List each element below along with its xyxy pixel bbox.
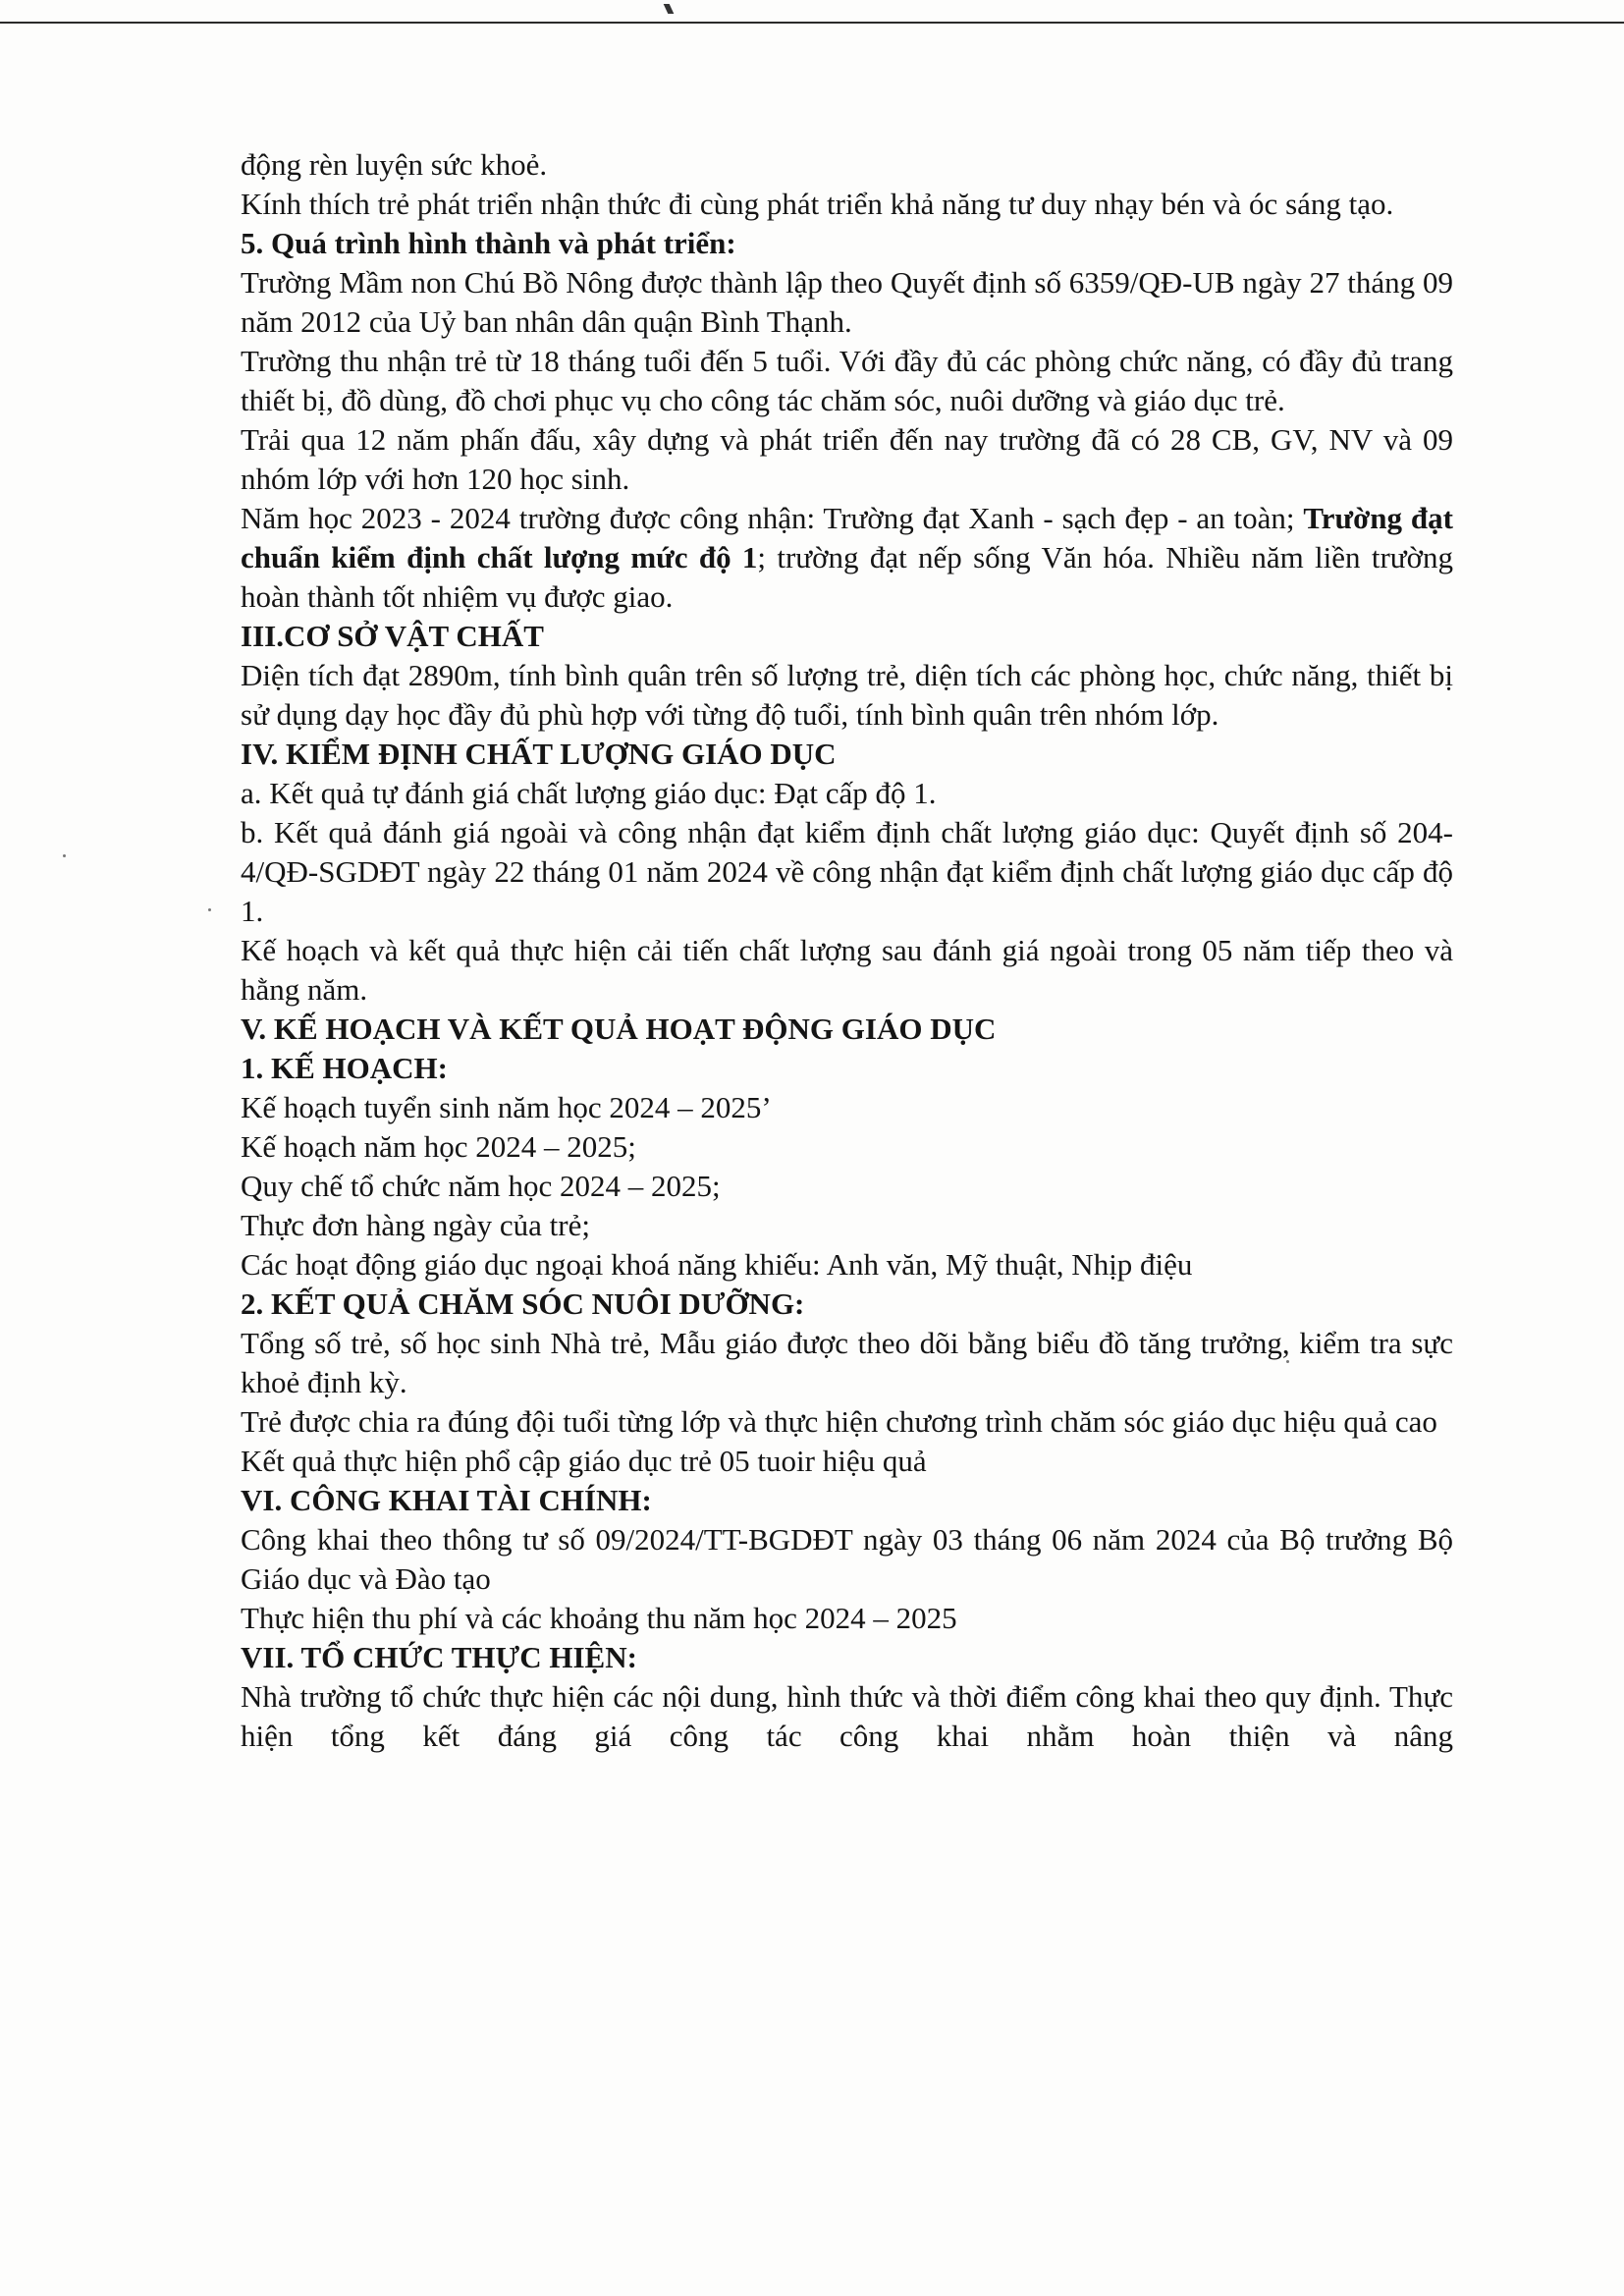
paragraph: Thực hiện thu phí và các khoảng thu năm học 2024 – 2025 <box>241 1601 957 1635</box>
section-heading: 5. Quá trình hình thành và phát triển: <box>241 226 736 260</box>
subsection-heading: 1. KẾ HOẠCH: <box>241 1051 448 1085</box>
scan-speck <box>208 908 211 911</box>
paragraph: động rèn luyện sức khoẻ. <box>241 147 548 182</box>
paragraph: Trường Mầm non Chú Bồ Nông được thành lập theo Quyết định số 6359/QĐ-UB ngày 27 tháng 09 năm 2012 của Uỷ ban nhân dân quận Bình Thạnh. <box>241 265 1453 339</box>
scan-top-border <box>0 22 1624 24</box>
text-span: Năm học 2023 - 2024 trường được công nhận: Trường đạt Xanh - sạch đẹp - an toàn; <box>241 501 1304 535</box>
paragraph: b. Kết quả đánh giá ngoài và công nhận đạt kiểm định chất lượng giáo dục: Quyết định số 204-4/QĐ-SGDĐT ngày 22 tháng 01 năm 2024 về công nhận đạt kiểm định chất lượng giáo dục cấp độ 1. <box>241 815 1453 928</box>
text-span: ; trường đạt nếp sống Văn hóa. Nhiều năm liền trường hoàn thành tốt nhiệm vụ được giao. <box>241 540 1453 614</box>
paragraph: Tổng số trẻ, số học sinh Nhà trẻ, Mẫu giáo được theo dõi bằng biểu đồ tăng trưởng, kiểm tra sực khoẻ định kỳ. <box>241 1326 1453 1399</box>
section-heading: V. KẾ HOẠCH VÀ KẾT QUẢ HOẠT ĐỘNG GIÁO DỤC <box>241 1011 997 1046</box>
paragraph: a. Kết quả tự đánh giá chất lượng giáo dục: Đạt cấp độ 1. <box>241 776 937 810</box>
paragraph: Kế hoạch và kết quả thực hiện cải tiến chất lượng sau đánh giá ngoài trong 05 năm tiếp theo và hằng năm. <box>241 933 1453 1007</box>
list-item: Các hoạt động giáo dục ngoại khoá năng khiếu: Anh văn, Mỹ thuật, Nhịp điệu <box>241 1247 1193 1282</box>
section-heading: VI. CÔNG KHAI TÀI CHÍNH: <box>241 1483 652 1517</box>
section-heading: III.CƠ SỞ VẬT CHẤT <box>241 619 544 653</box>
bold-text: Trường đạt chuẩn kiểm định chất lượng mức độ 1 <box>241 501 1453 574</box>
list-item: Quy chế tổ chức năm học 2024 – 2025; <box>241 1169 721 1203</box>
subsection-heading: 2. KẾT QUẢ CHĂM SÓC NUÔI DƯỠNG: <box>241 1286 805 1321</box>
document-body <box>241 145 1453 1756</box>
list-item: Kế hoạch năm học 2024 – 2025; <box>241 1129 636 1164</box>
paragraph: Trường thu nhận trẻ từ 18 tháng tuổi đến 5 tuổi. Với đầy đủ các phòng chức năng, có đầy đủ trang thiết bị, đồ dùng, đồ chơi phục vụ cho công tác chăm sóc, nuôi dưỡng và giáo dục trẻ. <box>241 344 1453 417</box>
paragraph: Trẻ được chia ra đúng đội tuổi từng lớp và thực hiện chương trình chăm sóc giáo dục hiệu quả cao <box>241 1404 1437 1439</box>
section-heading: VII. TỔ CHỨC THỰC HIỆN: <box>241 1640 637 1674</box>
list-item: Kế hoạch tuyển sinh năm học 2024 – 2025’ <box>241 1090 772 1124</box>
paragraph: Công khai theo thông tư số 09/2024/TT-BGDĐT ngày 03 tháng 06 năm 2024 của Bộ trưởng Bộ Giáo dục và Đào tạo <box>241 1522 1453 1596</box>
paragraph: Diện tích đạt 2890m, tính bình quân trên số lượng trẻ, diện tích các phòng học, chức năng, thiết bị sử dụng dạy học đầy đủ phù hợp với từng độ tuổi, tính bình quân trên nhóm lớp. <box>241 658 1453 732</box>
scan-mark <box>664 4 675 14</box>
paragraph: Kết quả thực hiện phổ cập giáo dục trẻ 05 tuoir hiệu quả <box>241 1444 927 1478</box>
scan-speck <box>63 854 66 857</box>
paragraph: Kính thích trẻ phát triển nhận thức đi cùng phát triển khả năng tư duy nhạy bén và óc sáng tạo. <box>241 187 1394 221</box>
section-heading: IV. KIỂM ĐỊNH CHẤT LƯỢNG GIÁO DỤC <box>241 737 837 771</box>
paragraph: Nhà trường tổ chức thực hiện các nội dung, hình thức và thời điểm công khai theo quy định. Thực hiện tổng kết đáng giá công tác công khai nhằm hoàn thiện và nâng <box>241 1679 1453 1753</box>
paragraph <box>241 499 1453 617</box>
paragraph: Trải qua 12 năm phấn đấu, xây dựng và phát triển đến nay trường đã có 28 CB, GV, NV và 09 nhóm lớp với hơn 120 học sinh. <box>241 422 1453 496</box>
list-item: Thực đơn hàng ngày của trẻ; <box>241 1208 590 1242</box>
